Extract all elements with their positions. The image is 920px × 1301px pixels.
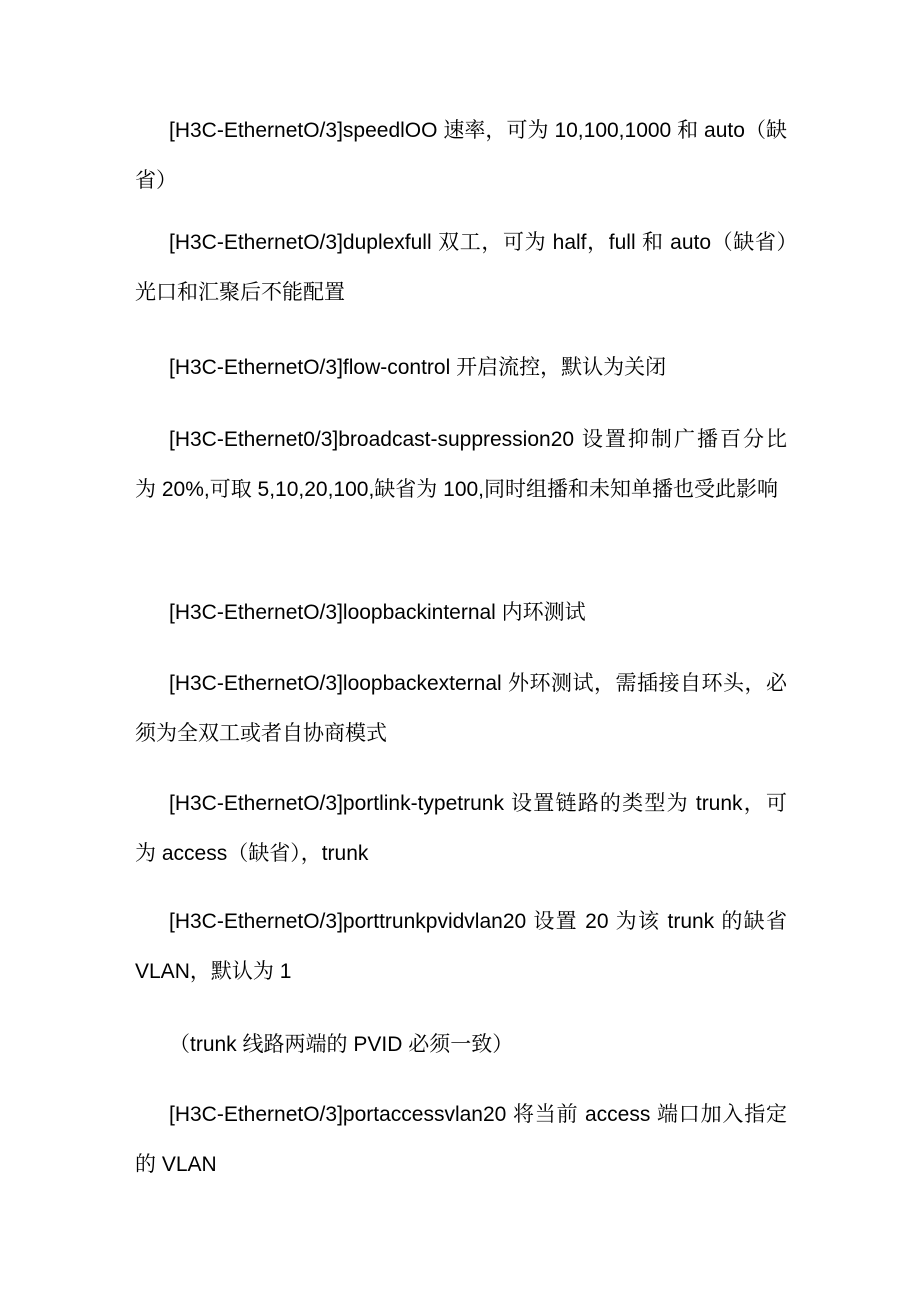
paragraph-speed: [H3C-EthernetO/3]speedlOO 速率，可为 10,100,1000 和 auto（缺省） — [135, 119, 787, 192]
paragraph-broadcast-suppression: [H3C-Ethernet0/3]broadcast-suppression20 设置抑制广播百分比为 20%,可取 5,10,20,100,缺省为 100,同时组播和未知单播也受此影响 — [135, 428, 787, 501]
paragraph-access-vlan: [H3C-EthernetO/3]portaccessvlan20 将当前 access 端口加入指定的 VLAN — [135, 1103, 787, 1176]
paragraph-loopback-external: [H3C-EthernetO/3]loopbackexternal 外环测试，需插接自环头，必须为全双工或者自协商模式 — [135, 672, 787, 745]
paragraph-duplex: [H3C-EthernetO/3]duplexfull 双工，可为 half，full 和 auto（缺省）光口和汇聚后不能配置 — [135, 231, 787, 304]
paragraph-pvid-note: （trunk 线路两端的 PVID 必须一致） — [169, 1033, 514, 1056]
paragraph-trunk-pvid: [H3C-EthernetO/3]porttrunkpvidvlan20 设置 20 为该 trunk 的缺省 VLAN，默认为 1 — [135, 910, 787, 983]
paragraph-link-type: [H3C-EthernetO/3]portlink-typetrunk 设置链路的类型为 trunk，可为 access（缺省），trunk — [135, 792, 787, 865]
paragraph-loopback-internal: [H3C-EthernetO/3]loopbackinternal 内环测试 — [169, 601, 586, 624]
paragraph-flow-control: [H3C-EthernetO/3]flow-control 开启流控，默认为关闭 — [169, 356, 667, 379]
